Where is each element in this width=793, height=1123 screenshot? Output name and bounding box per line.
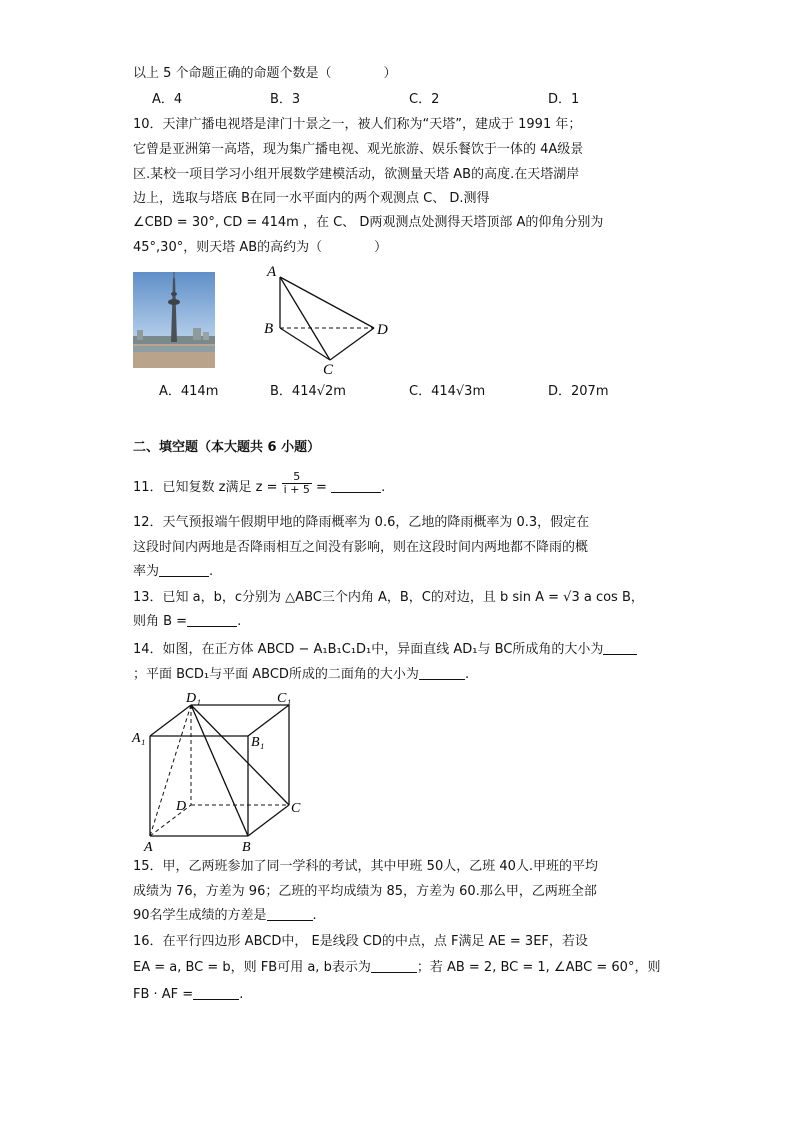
cube-label-a1: A₁ [132,731,146,746]
cube-label-c: C [291,801,301,816]
q10-label-a: A [267,264,277,280]
tower-photo [133,272,215,368]
q14-line-1-text: 14．如图，在正方体 ABCD − A₁B₁C₁D₁中，异面直线 AD₁与 BC所成角的大小为 [133,642,604,657]
q10-option-d: D．207m [548,384,609,399]
cube-label-b1: B₁ [251,735,265,750]
q12-line-2: 这段时间内两地是否降雨相互之间没有影响，则在这段时间内两地都不降雨的概 [133,540,589,555]
q11-fraction [282,471,312,496]
q12-end: . [209,564,214,579]
q16-line-2 [133,958,660,978]
q14-line-2-text: ；平面 BCD₁与平面 ABCD所成的二面角的大小为 [133,667,419,682]
q10-option-a: A．414m [159,384,219,399]
q13-line-2-text: 则角 B = [133,614,188,629]
section-heading-fill-in: 二、填空题（本大题共 6 小题） [133,440,321,455]
q15-end: . [312,908,317,923]
q10-label-d: D [377,322,388,338]
q10-label-b: B [264,321,274,337]
q14-cube-figure [130,688,310,856]
q11-numerator: 5 [282,471,312,484]
q11-answer-blank[interactable] [331,492,381,493]
q9-option-b: B．3 [270,92,301,107]
q13-end: . [237,614,242,629]
q15-answer-blank[interactable] [267,920,313,921]
q12-line-3-text: 率为 [133,564,160,579]
q13-answer-blank[interactable] [187,626,237,627]
q16-line-3-text: FB · AF = [133,987,194,1002]
q16-answer-blank-2[interactable] [193,999,239,1000]
q16-line-2b-text: ；若 AB = 2, BC = 1, ∠ABC = 60°，则 [416,960,661,975]
q10-line-4: 边上，选取与塔底 B在同一水平面内的两个观测点 C、 D.测得 [133,191,490,206]
q14-answer-blank-1[interactable] [603,654,637,655]
q11-end: . [381,480,386,495]
q16-end: . [239,987,244,1002]
q10-line-5: ∠CBD = 30°, CD = 414m ，在 C、 D两观测点处测得天塔顶部 A的仰角分别为 [133,215,604,230]
q15-line-3 [133,906,317,926]
q10-line-1: 10．天津广播电视塔是津门十景之一，被人们称为“天塔”，建成于 1991 年； [133,117,582,132]
q14-end: . [464,667,470,682]
cube-label-c1: C₁ [277,691,292,706]
q16-line-1: 16．在平行四边形 ABCD中， E是线段 CD的中点，点 F满足 AE = 3EF，若设 [133,934,588,949]
cube-label-b: B [242,840,251,855]
q10-option-c: C．414√3m [409,384,486,399]
q13-line-2 [133,612,241,632]
q12-line-1: 12．天气预报端午假期甲地的降雨概率为 0.6，乙地的降雨概率为 0.3，假定在 [133,515,590,530]
q11-denominator: i + 5 [283,483,310,496]
q14-answer-blank-2[interactable] [419,679,465,680]
q15-line-2: 成绩为 76，方差为 96；乙班的平均成绩为 85，方差为 60.那么甲，乙两班全部 [133,884,597,899]
q12-answer-blank[interactable] [159,576,209,577]
q9-option-a: A．4 [152,92,183,107]
q11-equals: = [311,480,332,495]
q16-line-2-text: EA = a, BC = b，则 FB可用 a, b表示为 [133,960,371,975]
q10-option-b: B．414√2m [270,384,346,399]
q10-line-3: 区.某校一项目学习小组开展数学建模活动，欲测量天塔 AB的高度.在天塔湖岸 [133,167,580,182]
q10-pyramid-figure [255,262,395,378]
q10-line-2: 它曾是亚洲第一高塔，现为集广播电视、观光旅游、娱乐餐饮于一体的 4A级景 [133,142,584,157]
q16-answer-blank-1[interactable] [371,972,417,973]
q10-label-c: C [323,362,334,378]
cube-label-d: D [176,799,187,814]
q9-option-c: C．2 [409,92,440,107]
q14-line-1 [133,640,637,660]
q9-option-d: D．1 [548,92,580,107]
cube-label-d1: D₁ [186,691,201,706]
q10-line-6: 45°,30°，则天塔 AB的高约为（ ） [133,240,388,255]
q11-prefix: 11．已知复数 z满足 z = [133,480,282,495]
q11 [133,470,386,498]
q15-line-1: 15．甲，乙两班参加了同一学科的考试，其中甲班 50人，乙班 40人.甲班的平均 [133,859,599,874]
q13-line-1: 13．已知 a，b，c分别为 △ABC三个内角 A，B，C的对边，且 b sin A = √3 a cos B， [133,590,644,605]
q15-line-3-text: 90名学生成绩的方差是 [133,908,267,923]
cube-label-a: A [144,840,153,855]
q9-stem: 以上 5 个命题正确的命题个数是（ ） [133,66,397,81]
q16-line-3 [133,985,243,1005]
q14-line-2 [133,665,469,685]
q12-line-3 [133,562,213,582]
